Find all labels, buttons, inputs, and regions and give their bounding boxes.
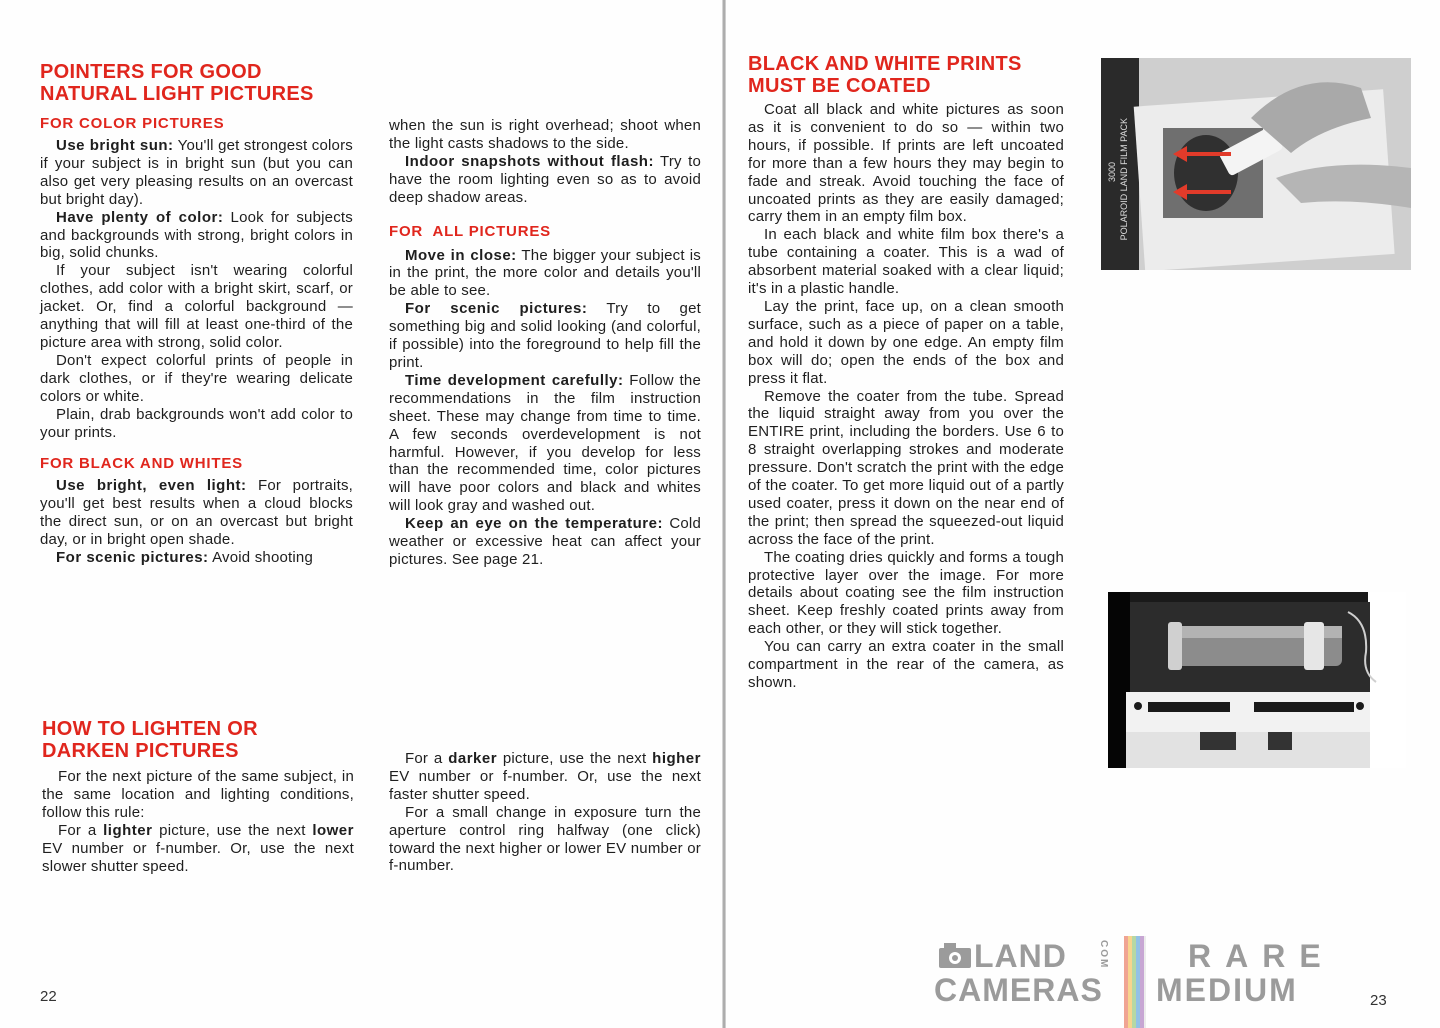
paragraph-colorful-clothes: If your subject isn't wearing colorful clothes, add color with a bright skirt, scarf, or jacket. Or, find a colorful background — anything that will fill at least one-third of the picture area with strong, solid color. bbox=[40, 262, 353, 351]
paragraph-scenic-color bbox=[389, 300, 701, 372]
text-bright-sun: You'll get strongest colors if your subject is in bright sun (but you can also get very pleasing results on an overcast but bright day). bbox=[40, 137, 353, 208]
paragraph-move-close bbox=[389, 247, 701, 301]
lighten-section bbox=[42, 718, 354, 875]
watermark-medium: MEDIUM bbox=[1156, 972, 1298, 1008]
paragraph-time-development bbox=[389, 372, 701, 515]
camera-logo-icon bbox=[938, 942, 972, 970]
paragraph-plenty-color bbox=[40, 209, 353, 263]
lighter-mid: picture, use the next bbox=[152, 821, 313, 839]
lead-plenty-color: Have plenty of color: bbox=[56, 208, 224, 226]
paragraph-coating-dries: The coating dries quickly and forms a tough protective layer over the image. For more details about coating see the film instruction sheet. Keep freshly coated prints away from each other, or they will stick together. bbox=[748, 548, 1064, 638]
lighter-post: EV number or f-number. Or, use the next slower shutter speed. bbox=[42, 839, 354, 875]
darker-post: EV number or f-number. Or, use the next faster shutter speed. bbox=[389, 767, 701, 803]
paragraph-indoor-snapshots bbox=[389, 153, 701, 207]
coating-photo-illustration bbox=[1101, 58, 1411, 270]
paragraph-dark-clothes: Don't expect colorful prints of people in dark clothes, or if they're wearing delicate colors or white. bbox=[40, 351, 353, 405]
paragraph-darker bbox=[389, 750, 701, 804]
lead-indoor-snapshots: Indoor snapshots without flash: bbox=[405, 152, 654, 170]
lighten-heading-line-1: HOW TO LIGHTEN OR bbox=[42, 718, 258, 740]
watermark bbox=[934, 934, 1335, 1028]
black-whites-heading: FOR BLACK AND WHITES bbox=[40, 455, 243, 473]
watermark-cameras: CAMERAS bbox=[934, 972, 1103, 1008]
text-scenic-bw: Avoid shooting bbox=[208, 549, 314, 567]
pointers-heading-line-2: NATURAL LIGHT PICTURES bbox=[40, 83, 314, 105]
paragraph-same-subject: For the next picture of the same subject, in the same location and lighting conditions, follow this rule: bbox=[42, 768, 354, 821]
page-number-right: 23 bbox=[1370, 992, 1387, 1009]
lighter-bold: lighter bbox=[103, 821, 153, 839]
paragraph-temperature bbox=[389, 515, 701, 569]
paragraph-lighter bbox=[42, 822, 354, 876]
paragraph-remove-coater: Remove the coater from the tube. Spread the liquid straight away from you over the ENTIRE print, including the borders. Use 6 to 8 straight overlapping strokes and moderate pressure. Don't scratch the print with the edge of the coater. To get more liquid out of a partly used coater, press it down on the near end of the print; then spread the squeezed-out liquid across the face of the print. bbox=[748, 387, 1064, 548]
text-scenic-color: Try to get something big and solid looking (and colorful, if possible) into the foreground to help fill the print. bbox=[389, 300, 701, 371]
lead-time-development: Time development carefully: bbox=[405, 371, 624, 389]
text-temperature: Cold weather or excessive heat can affect your pictures. See page 21. bbox=[389, 515, 701, 568]
watermark-rainbow-bar bbox=[1124, 936, 1146, 1028]
color-pictures-heading: FOR COLOR PICTURES bbox=[40, 115, 225, 132]
text-move-close: The bigger your subject is in the print, the more color and details you'll be able to see. bbox=[389, 246, 701, 300]
darker-bold: darker bbox=[448, 750, 498, 767]
paragraph-scenic-bw bbox=[40, 549, 353, 567]
coated-heading-line-2: MUST BE COATED bbox=[748, 75, 931, 97]
right-page bbox=[726, 0, 1440, 1028]
lead-even-light: Use bright, even light: bbox=[56, 477, 247, 495]
lighter-pre: For a bbox=[58, 821, 104, 839]
lead-bright-sun: Use bright sun: bbox=[56, 137, 174, 154]
left-column-2 bbox=[389, 117, 701, 569]
watermark-land: LAND bbox=[974, 938, 1067, 974]
paragraph-even-light bbox=[40, 477, 353, 549]
watermark-com: COM bbox=[1098, 940, 1109, 970]
paragraph-drab-backgrounds: Plain, drab backgrounds won't add color to your prints. bbox=[40, 405, 353, 441]
right-column bbox=[748, 53, 1064, 692]
darken-section bbox=[389, 750, 701, 875]
lead-scenic-color: For scenic pictures: bbox=[405, 300, 588, 318]
text-even-light: For portraits, you'll get best results when a cloud blocks the direct sun, or on an overcast but bright day, or in bright open shade. bbox=[40, 477, 354, 549]
paragraph-bright-sun bbox=[40, 137, 353, 209]
text-time-development: Follow the recommendations in the film instruction sheet. These may change from time to time. A few seconds overdevelopment is not harmful. However, if you develop for less than the recommended time, color pictures will have poor colors and black and whites will look gray and washed out. bbox=[389, 371, 701, 515]
coated-heading bbox=[748, 53, 1064, 97]
text-plenty-color: Look for subjects and backgrounds with strong, bright colors in big, solid chunks. bbox=[40, 208, 353, 262]
camera-rear-photo bbox=[1108, 592, 1406, 768]
lighten-heading-line-2: DARKEN PICTURES bbox=[42, 740, 239, 762]
lead-temperature: Keep an eye on the temperature: bbox=[405, 515, 663, 533]
lead-move-close: Move in close: bbox=[405, 246, 517, 264]
darker-pre: For a bbox=[405, 750, 449, 767]
watermark-rare: RARE bbox=[1188, 938, 1335, 974]
film-pack-number: 3000 bbox=[1107, 162, 1117, 183]
left-column-1 bbox=[40, 61, 353, 567]
camera-photo-illustration bbox=[1108, 592, 1406, 768]
pointers-heading-line-1: POINTERS FOR GOOD bbox=[40, 61, 262, 83]
coating-print-photo bbox=[1101, 58, 1411, 270]
coated-heading-line-1: BLACK AND WHITE PRINTS bbox=[748, 53, 1022, 75]
all-pictures-heading: FOR ALL PICTURES bbox=[389, 222, 551, 240]
lead-scenic-bw: For scenic pictures: bbox=[56, 549, 209, 567]
pointers-heading bbox=[40, 61, 353, 105]
paragraph-small-change: For a small change in exposure turn the aperture control ring halfway (one click) toward the next higher or lower EV number or f-number. bbox=[389, 803, 701, 875]
paragraph-tube-coater: In each black and white film box there's a tube containing a coater. This is a wad of absorbent material soaked with a clear liquid; it's in a plastic handle. bbox=[748, 226, 1064, 298]
text-indoor-snapshots: Try to have the room lighting even so as to avoid deep shadow areas. bbox=[389, 152, 701, 206]
lower-bold: lower bbox=[312, 821, 354, 839]
page-number-left: 22 bbox=[40, 988, 57, 1005]
paragraph-lay-print: Lay the print, face up, on a clean smooth surface, such as a piece of paper on a table, and hold it down by one edge. An empty film box will do; open the ends of the box and press it flat. bbox=[748, 297, 1064, 387]
darker-mid: picture, use the next bbox=[497, 750, 653, 767]
paragraph-sun-overhead: when the sun is right overhead; shoot when the light casts shadows to the side. bbox=[389, 117, 701, 152]
lighten-heading bbox=[42, 718, 354, 762]
paragraph-extra-coater: You can carry an extra coater in the small compartment in the rear of the camera, as shown. bbox=[748, 638, 1064, 691]
higher-bold: higher bbox=[652, 750, 701, 767]
paragraph-coat-all: Coat all black and white pictures as soon as it is convenient to do so — within two hours, if possible. If prints are left uncoated for more than a few hours they may begin to fade and streak. Avoid touching the face of uncoated prints as they are easily damaged; carry them in an empty film box. bbox=[748, 101, 1064, 226]
film-pack-label: POLAROID LAND FILM PACK bbox=[1119, 118, 1129, 241]
